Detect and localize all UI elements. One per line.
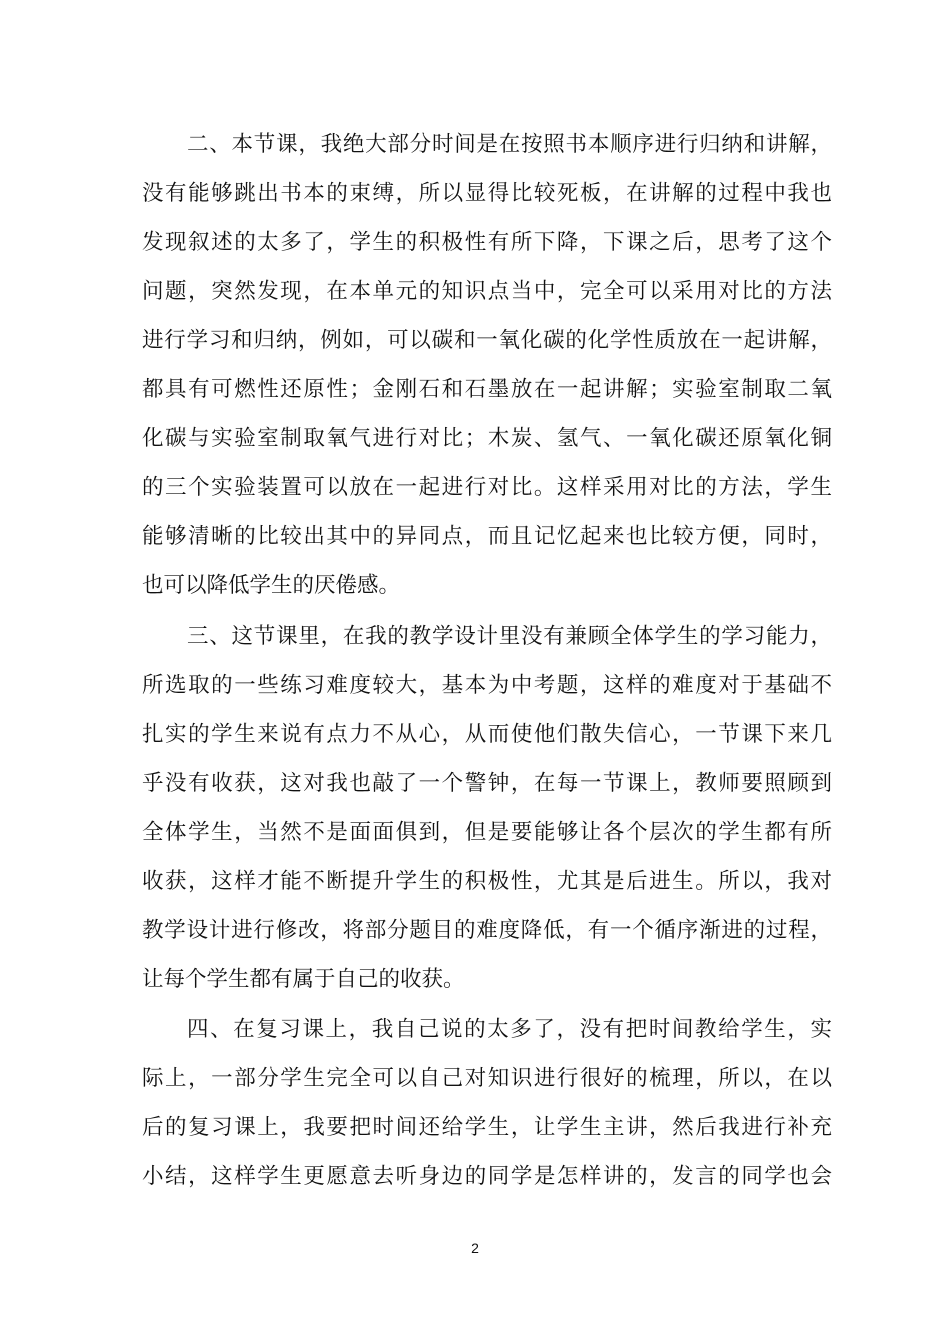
text-line: 扎实的学生来说有点力不从心，从而使他们散失信心，一节课下来几 [142,721,832,747]
text-line: 让每个学生都有属于自己的收获。 [142,966,465,992]
text-line: 也可以降低学生的厌倦感。 [142,573,401,598]
text-line: 全体学生，当然不是面面俱到，但是要能够让各个层次的学生都有所 [142,819,832,845]
paragraph-4 [142,1005,832,1201]
text-line: 的三个实验装置可以放在一起进行对比。这样采用对比的方法，学生 [142,475,832,500]
text-line: 小结，这样学生更愿意去听身边的同学是怎样讲的，发言的同学也会 [142,1164,832,1189]
paragraph-3 [142,612,832,1004]
text-line: 际上，一部分学生完全可以自己对知识进行很好的梳理，所以，在以 [142,1066,832,1091]
text-line: 化碳与实验室制取氧气进行对比；木炭、氢气、一氧化碳还原氧化铜 [142,426,832,451]
text-line: 问题，突然发现，在本单元的知识点当中，完全可以采用对比的方法 [142,279,832,304]
text-line: 教学设计进行修改，将部分题目的难度降低，有一个循序渐进的过程， [142,917,832,943]
text-line: 收获，这样才能不断提升学生的积极性，尤其是后进生。所以，我对 [142,868,832,894]
text-line: 四、在复习课上，我自己说的太多了，没有把时间教给学生，实 [187,1017,832,1042]
text-line: 进行学习和归纳，例如，可以碳和一氧化碳的化学性质放在一起讲解， [142,328,832,353]
text-line: 乎没有收获，这对我也敲了一个警钟，在每一节课上，教师要照顾到 [142,770,832,796]
text-line: 二、本节课，我绝大部分时间是在按照书本顺序进行归纳和讲解， [187,132,832,157]
text-line: 发现叙述的太多了，学生的积极性有所下降，下课之后，思考了这个 [142,230,832,255]
text-line: 后的复习课上，我要把时间还给学生，让学生主讲，然后我进行补充 [142,1115,832,1140]
text-line: 能够清晰的比较出其中的异同点，而且记忆起来也比较方便，同时， [142,524,832,549]
text-line: 没有能够跳出书本的束缚，所以显得比较死板，在讲解的过程中我也 [142,181,832,206]
body-text [142,120,832,1201]
text-line: 都具有可燃性还原性；金刚石和石墨放在一起讲解；实验室制取二氧 [142,377,832,402]
page-number: 2 [471,1240,479,1256]
text-line: 所选取的一些练习难度较大，基本为中考题，这样的难度对于基础不 [142,672,832,698]
paragraph-2 [142,120,832,610]
text-line: 三、这节课里，在我的教学设计里没有兼顾全体学生的学习能力， [187,623,832,649]
